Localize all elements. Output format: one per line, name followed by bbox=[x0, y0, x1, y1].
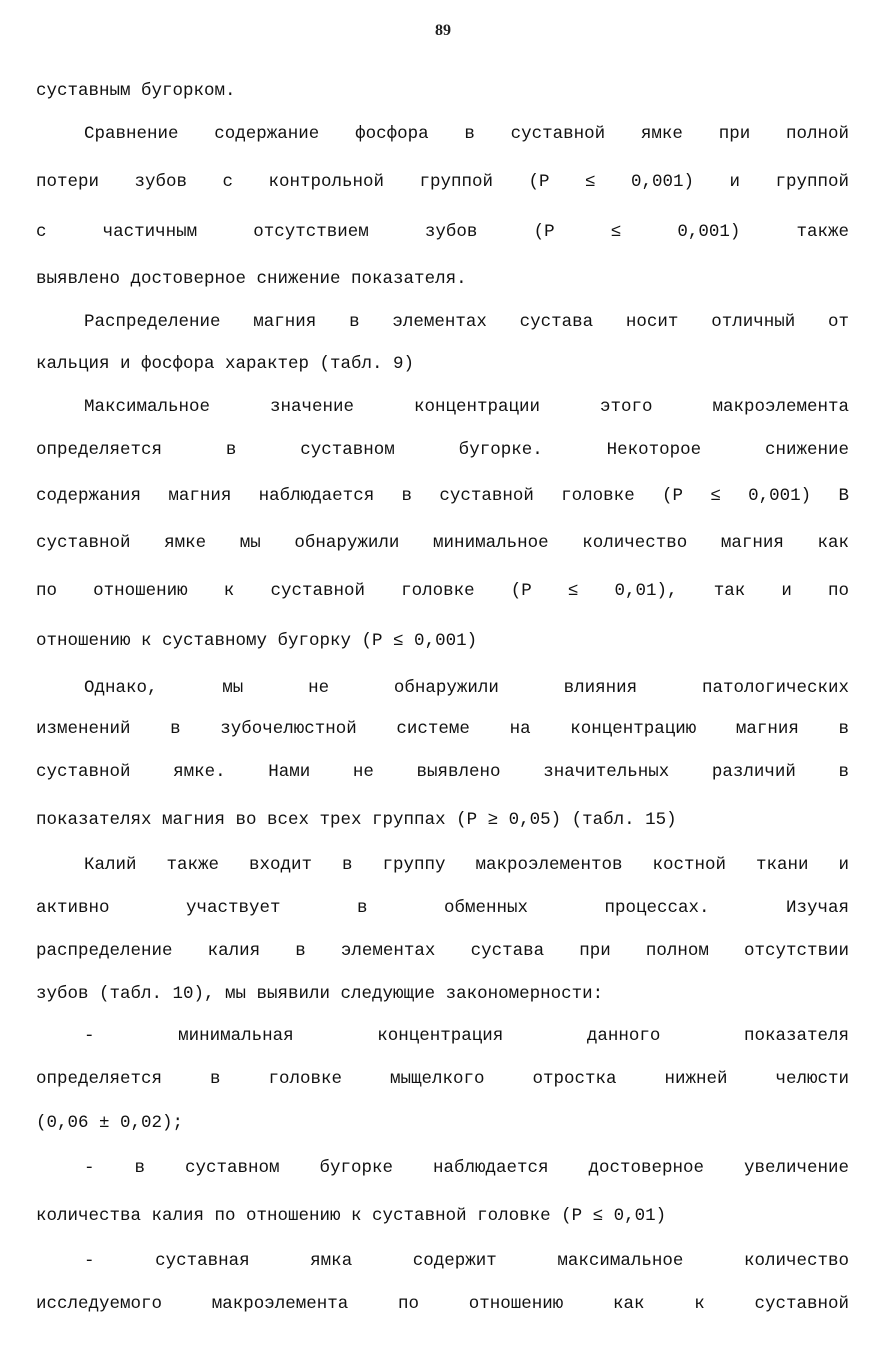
text-line: Распределение магния в элементах сустава носит отличный от bbox=[84, 312, 849, 332]
text-line: определяется в суставном бугорке. Некоторое снижение bbox=[36, 440, 849, 460]
text-line: по отношению к суставной головке (Р ≤ 0,01), так и по bbox=[36, 581, 849, 601]
text-line: потери зубов с контрольной группой (Р ≤ 0,001) и группой bbox=[36, 172, 849, 192]
text-line: Калий также входит в группу макроэлементов костной ткани и bbox=[84, 855, 849, 875]
text-line: с частичным отсутствием зубов (Р ≤ 0,001) также bbox=[36, 222, 849, 242]
text-line: показателях магния во всех трех группах (Р ≥ 0,05) (табл. 15) bbox=[36, 810, 677, 830]
text-line: исследуемого макроэлемента по отношению как к суставной bbox=[36, 1294, 849, 1314]
text-line: количества калия по отношению к суставной головке (Р ≤ 0,01) bbox=[36, 1206, 667, 1226]
text-line: распределение калия в элементах сустава при полном отсутствии bbox=[36, 941, 849, 961]
text-line: суставной ямке. Нами не выявлено значительных различий в bbox=[36, 762, 849, 782]
text-line: Однако, мы не обнаружили влияния патологических bbox=[84, 678, 849, 698]
text-line: - в суставном бугорке наблюдается достоверное увеличение bbox=[84, 1158, 849, 1178]
text-line: содержания магния наблюдается в суставной головке (Р ≤ 0,001) В bbox=[36, 486, 849, 506]
text-line: активно участвует в обменных процессах. Изучая bbox=[36, 898, 849, 918]
text-line: отношению к суставному бугорку (Р ≤ 0,001) bbox=[36, 631, 478, 651]
text-line: определяется в головке мыщелкого отростка нижней челюсти bbox=[36, 1069, 849, 1089]
text-line: выявлено достоверное снижение показателя. bbox=[36, 269, 467, 289]
text-line: изменений в зубочелюстной системе на концентрацию магния в bbox=[36, 719, 849, 739]
text-line: - минимальная концентрация данного показателя bbox=[84, 1026, 849, 1046]
text-line: кальция и фосфора характер (табл. 9) bbox=[36, 354, 415, 374]
text-line: (0,06 ± 0,02); bbox=[36, 1113, 184, 1133]
text-line: Максимальное значение концентрации этого макроэлемента bbox=[84, 397, 849, 417]
page-number: 89 bbox=[435, 22, 451, 39]
text-line: суставной ямке мы обнаружили минимальное количество магния как bbox=[36, 533, 849, 553]
text-line: - суставная ямка содержит максимальное количество bbox=[84, 1251, 849, 1271]
text-line: суставным бугорком. bbox=[36, 81, 236, 101]
text-line: зубов (табл. 10), мы выявили следующие закономерности: bbox=[36, 984, 604, 1004]
text-line: Сравнение содержание фосфора в суставной ямке при полной bbox=[84, 124, 849, 144]
